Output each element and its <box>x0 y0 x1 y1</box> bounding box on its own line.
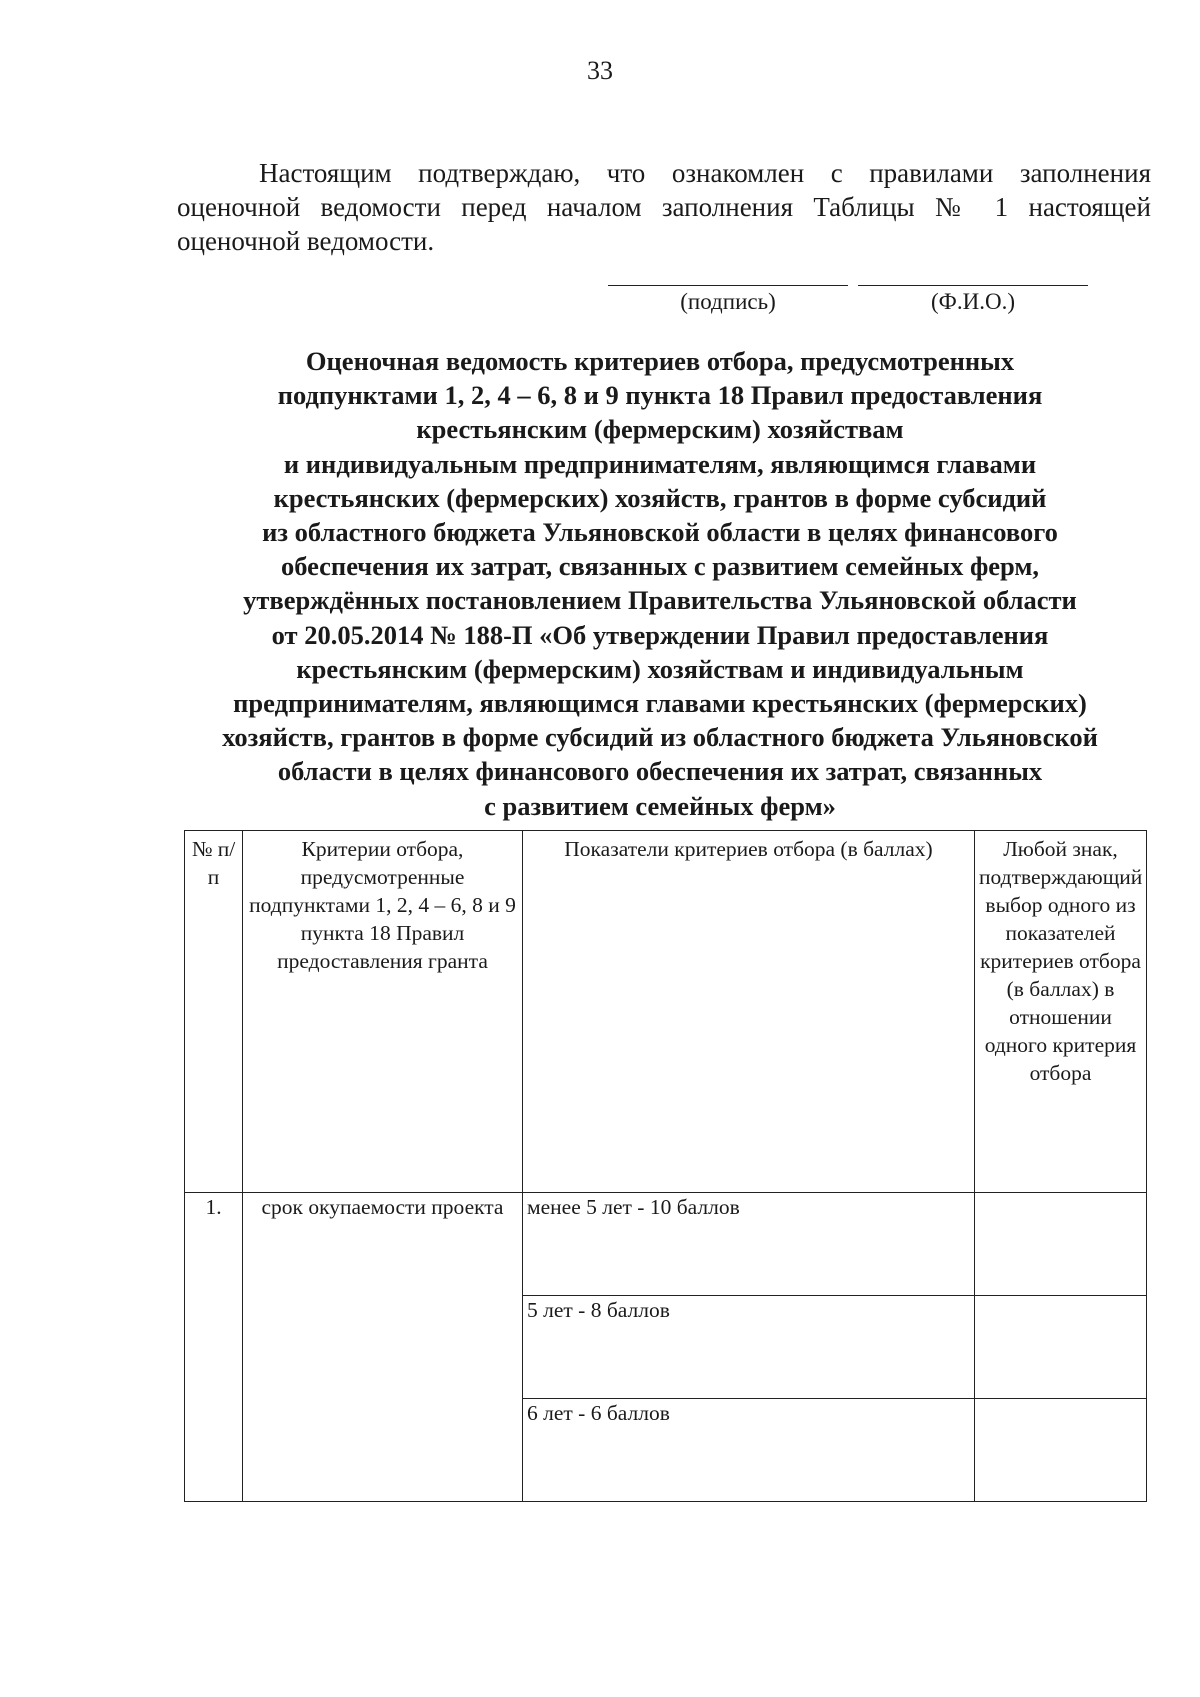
table-header-row <box>185 831 1147 1193</box>
header-criteria: Критерии отбора, предусмотренные подпунктами 1, 2, 4 – 6, 8 и 9 пункта 18 Правил предоставления гранта <box>243 831 523 1193</box>
mark-cell[interactable] <box>975 1296 1147 1399</box>
name-line <box>858 285 1088 286</box>
indicator-cell: менее 5 лет - 10 баллов <box>523 1193 975 1296</box>
row-criterion: срок окупаемости проекта <box>243 1193 523 1502</box>
indicator-cell: 5 лет - 8 баллов <box>523 1296 975 1399</box>
indicator-cell: 6 лет - 6 баллов <box>523 1399 975 1502</box>
row-number: 1. <box>185 1193 243 1502</box>
table-row <box>185 1193 1147 1296</box>
confirmation-text: Настоящим подтверждаю, что ознакомлен с правилами заполнения оценочной ведомости перед началом заполнения Таблицы № 1 настоящей оценочной ведомости. <box>177 158 1151 256</box>
mark-cell[interactable] <box>975 1193 1147 1296</box>
title-line: области в целях финансового обеспечения их затрат, связанных <box>277 756 1043 787</box>
title-line: крестьянским (фермерским) хозяйствам и индивидуальным <box>296 653 1024 684</box>
header-indicators: Показатели критериев отбора (в баллах) <box>523 831 975 1193</box>
name-label: (Ф.И.О.) <box>931 289 1015 314</box>
page-number: 33 <box>587 56 613 85</box>
signature-label: (подпись) <box>680 289 776 314</box>
title-line: подпунктами 1, 2, 4 – 6, 8 и 9 пункта 18 Правил предоставления <box>277 380 1043 411</box>
header-mark: Любой знак, подтверждающий выбор одного из показателей критериев отбора (в баллах) в отношении одного критерия отбора <box>975 831 1147 1193</box>
title-line: и индивидуальным предпринимателям, являющимся главами <box>283 448 1037 479</box>
signature-line <box>608 285 848 286</box>
title-line: из областного бюджета Ульяновской области в целях финансового <box>262 517 1058 548</box>
title-line: с развитием семейных ферм» <box>484 790 836 821</box>
title-line: хозяйств, грантов в форме субсидий из областного бюджета Ульяновской <box>222 722 1098 753</box>
title-line: Оценочная ведомость критериев отбора, предусмотренных <box>305 346 1015 376</box>
document-title <box>160 344 1160 823</box>
title-line: обеспечения их затрат, связанных с развитием семейных ферм, <box>280 551 1040 582</box>
title-line: от 20.05.2014 № 188-П «Об утверждении Правил предоставления <box>271 619 1049 650</box>
title-line: крестьянским (фермерским) хозяйствам <box>416 414 904 445</box>
title-line: утверждённых постановлением Правительства Ульяновской области <box>243 585 1077 616</box>
header-number: № п/п <box>185 831 243 1193</box>
title-line: предпринимателям, являющимся главами крестьянских (фермерских) <box>233 688 1087 719</box>
mark-cell[interactable] <box>975 1399 1147 1502</box>
title-line: крестьянских (фермерских) хозяйств, грантов в форме субсидий <box>273 482 1047 513</box>
criteria-table <box>184 830 1147 1502</box>
